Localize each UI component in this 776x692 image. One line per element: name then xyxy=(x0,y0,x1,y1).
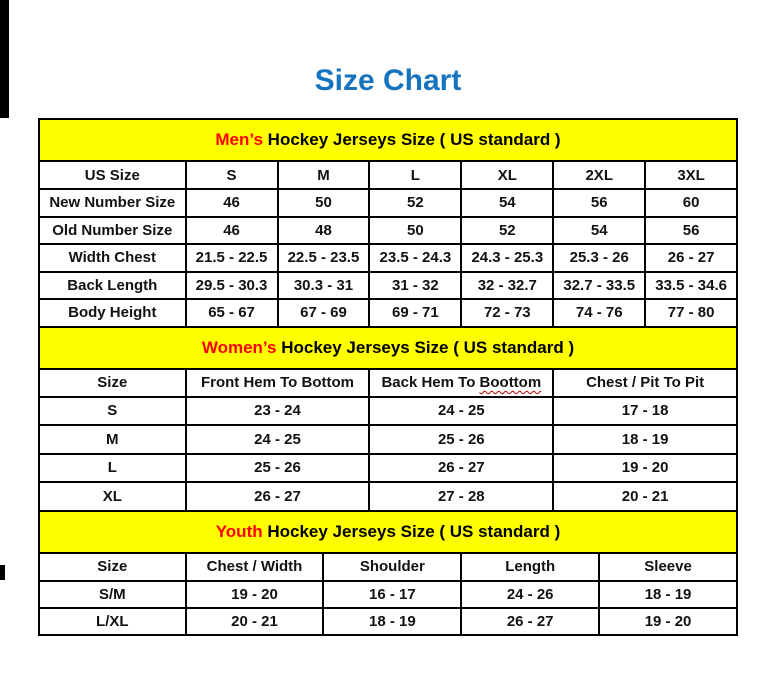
scan-artifact-bar xyxy=(0,0,9,118)
column-header: Shoulder xyxy=(323,553,461,581)
table-row xyxy=(39,482,737,511)
page-title: Size Chart xyxy=(314,64,462,97)
table-cell: 18 - 19 xyxy=(599,581,737,608)
column-header: 3XL xyxy=(645,161,737,189)
table-row xyxy=(39,397,737,426)
column-header: Chest / Pit To Pit xyxy=(553,369,737,397)
size-table-youth xyxy=(38,510,738,636)
table-row xyxy=(39,244,737,272)
column-header: Size xyxy=(39,369,186,397)
table-cell: 33.5 - 34.6 xyxy=(645,272,737,300)
section-heading-youth xyxy=(39,511,737,553)
table-cell: 19 - 20 xyxy=(186,581,324,608)
table-cell: 74 - 76 xyxy=(553,299,645,327)
column-header: Sleeve xyxy=(599,553,737,581)
row-label: M xyxy=(39,425,186,454)
table-cell: 26 - 27 xyxy=(461,608,599,635)
table-cell: 30.3 - 31 xyxy=(278,272,370,300)
table-cell: 25 - 26 xyxy=(369,425,553,454)
size-table-womens xyxy=(38,326,738,512)
table-row xyxy=(39,608,737,635)
table-cell: 54 xyxy=(553,217,645,245)
section-heading-rest: Hockey Jerseys Size ( US standard ) xyxy=(267,130,561,149)
table-cell: 56 xyxy=(553,189,645,217)
table-row xyxy=(39,189,737,217)
table-cell: 26 - 27 xyxy=(645,244,737,272)
column-header: M xyxy=(278,161,370,189)
table-cell: 23 - 24 xyxy=(186,397,370,426)
section-heading-rest: Hockey Jerseys Size ( US standard ) xyxy=(281,337,575,357)
table-cell: 17 - 18 xyxy=(553,397,737,426)
table-cell: 32.7 - 33.5 xyxy=(553,272,645,300)
table-cell: 27 - 28 xyxy=(369,482,553,511)
table-cell: 54 xyxy=(461,189,553,217)
table-cell: 52 xyxy=(369,189,461,217)
scan-artifact-tick xyxy=(0,565,5,580)
table-cell: 19 - 20 xyxy=(553,454,737,483)
table-cell: 46 xyxy=(186,189,278,217)
table-cell: 60 xyxy=(645,189,737,217)
table-cell: 46 xyxy=(186,217,278,245)
column-header: L xyxy=(369,161,461,189)
row-label: New Number Size xyxy=(39,189,186,217)
table-cell: 25 - 26 xyxy=(186,454,370,483)
section-heading-highlight: Youth xyxy=(215,521,263,541)
column-header: Chest / Width xyxy=(186,553,324,581)
table-cell: 20 - 21 xyxy=(553,482,737,511)
table-cell: 18 - 19 xyxy=(323,608,461,635)
column-header: XL xyxy=(461,161,553,189)
table-cell: 56 xyxy=(645,217,737,245)
table-row xyxy=(39,454,737,483)
table-cell: 65 - 67 xyxy=(186,299,278,327)
table-cell: 32 - 32.7 xyxy=(461,272,553,300)
table-cell: 69 - 71 xyxy=(369,299,461,327)
table-cell: 72 - 73 xyxy=(461,299,553,327)
table-cell: 50 xyxy=(278,189,370,217)
table-cell: 20 - 21 xyxy=(186,608,324,635)
table-row xyxy=(39,425,737,454)
row-label: S xyxy=(39,397,186,426)
table-cell: 50 xyxy=(369,217,461,245)
size-tables xyxy=(38,118,738,636)
section-heading-highlight: Women’s xyxy=(201,337,277,357)
row-label: Width Chest xyxy=(39,244,186,272)
column-header: 2XL xyxy=(553,161,645,189)
table-cell: 31 - 32 xyxy=(369,272,461,300)
table-cell: 24 - 26 xyxy=(461,581,599,608)
row-label: S/M xyxy=(39,581,186,608)
section-heading-womens xyxy=(39,327,737,369)
table-row xyxy=(39,217,737,245)
table-cell: 24 - 25 xyxy=(186,425,370,454)
row-label: Body Height xyxy=(39,299,186,327)
column-header: US Size xyxy=(39,161,186,189)
table-cell: 29.5 - 30.3 xyxy=(186,272,278,300)
size-table-mens xyxy=(38,118,738,328)
row-label: L/XL xyxy=(39,608,186,635)
table-cell: 26 - 27 xyxy=(369,454,553,483)
table-cell: 19 - 20 xyxy=(599,608,737,635)
row-label: Old Number Size xyxy=(39,217,186,245)
column-header: S xyxy=(186,161,278,189)
table-cell: 24 - 25 xyxy=(369,397,553,426)
table-row xyxy=(39,299,737,327)
row-label: XL xyxy=(39,482,186,511)
table-cell: 21.5 - 22.5 xyxy=(186,244,278,272)
column-header: Front Hem To Bottom xyxy=(186,369,370,397)
table-cell: 16 - 17 xyxy=(323,581,461,608)
table-cell: 18 - 19 xyxy=(553,425,737,454)
table-row xyxy=(39,272,737,300)
table-cell: 23.5 - 24.3 xyxy=(369,244,461,272)
table-row xyxy=(39,581,737,608)
table-cell: 77 - 80 xyxy=(645,299,737,327)
table-cell: 67 - 69 xyxy=(278,299,370,327)
row-label: L xyxy=(39,454,186,483)
table-cell: 22.5 - 23.5 xyxy=(278,244,370,272)
table-cell: 52 xyxy=(461,217,553,245)
misspelled-word: Boottom xyxy=(479,374,542,391)
section-heading-highlight: Men’s xyxy=(215,130,263,149)
column-header: Size xyxy=(39,553,186,581)
column-header: Length xyxy=(461,553,599,581)
table-cell: 24.3 - 25.3 xyxy=(461,244,553,272)
section-heading-rest: Hockey Jerseys Size ( US standard ) xyxy=(267,521,561,541)
column-header: Back Hem To Boottom xyxy=(369,369,553,397)
section-heading-mens xyxy=(39,119,737,161)
row-label: Back Length xyxy=(39,272,186,300)
table-cell: 25.3 - 26 xyxy=(553,244,645,272)
table-cell: 48 xyxy=(278,217,370,245)
table-cell: 26 - 27 xyxy=(186,482,370,511)
